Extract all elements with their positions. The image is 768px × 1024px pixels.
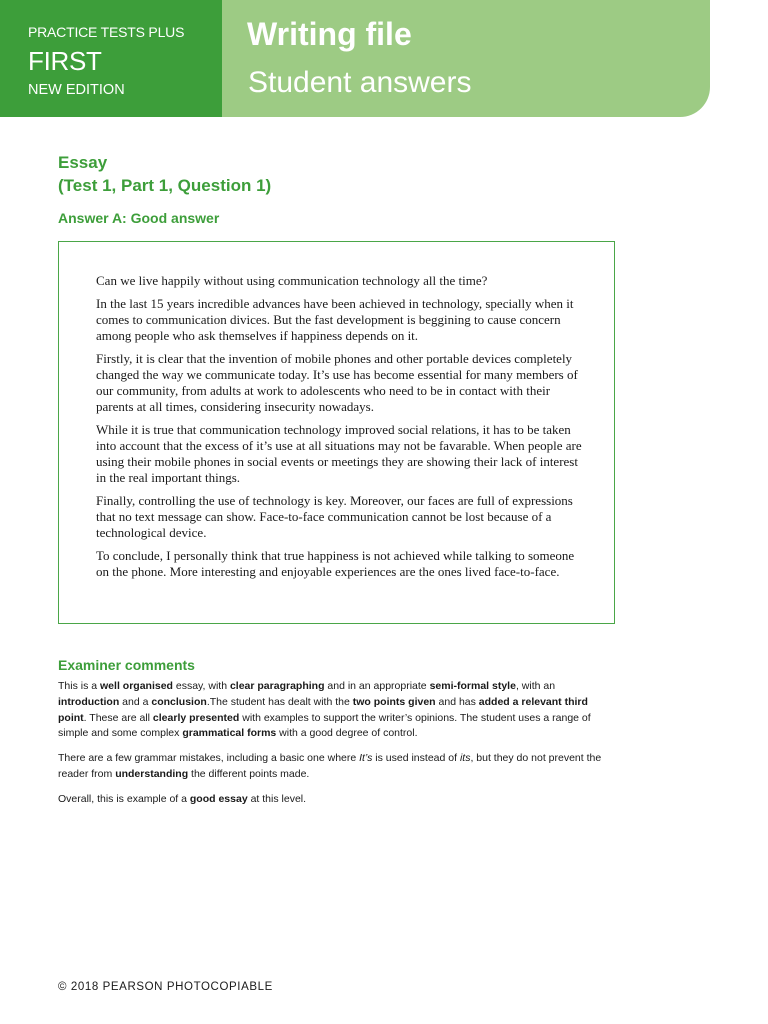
comment-emphasis: well organised — [100, 680, 173, 692]
brand-level: FIRST — [28, 46, 102, 76]
brand-edition: NEW EDITION — [28, 82, 125, 98]
answer-label: Answer A: Good answer — [58, 210, 220, 226]
comment-italic: its — [459, 752, 471, 765]
comment-text: , with an — [515, 680, 556, 692]
section-heading-line2: (Test 1, Part 1, Question 1) — [58, 176, 272, 195]
comment-emphasis: understanding — [115, 767, 189, 780]
page-subtitle: Student answers — [248, 66, 472, 99]
comment-paragraph-3 — [58, 792, 618, 808]
comment-text: , but they do not prevent the reader from — [58, 752, 602, 780]
comment-text: with examples to support the writer’s opinions. The student uses a range of simple and some complex — [58, 711, 591, 740]
comment-text: at this level. — [247, 792, 307, 805]
comment-text: .The student has dealt with the — [206, 695, 353, 708]
comment-emphasis: good essay — [189, 792, 248, 805]
essay-paragraph: Can we live happily without using communication technology all the time? — [96, 273, 488, 288]
comment-emphasis: two points given — [352, 695, 436, 708]
comment-emphasis: grammatical forms — [182, 727, 277, 740]
essay-paragraph: In the last 15 years incredible advances have been achieved in technology, specially when it comes to communication divices. But the fast development is beggining to cause concern among people who ask themselves if happiness depends on it. — [96, 296, 574, 343]
essay-paragraph: Finally, controlling the use of technology is key. Moreover, our faces are full of expressions that no text message can show. Face-to-face communication cannot be lost because of a technological device. — [96, 493, 573, 540]
essay-text — [96, 273, 586, 587]
comment-text: There are a few grammar mistakes, including a basic one where — [58, 752, 360, 765]
comment-italic: It’s — [359, 752, 373, 765]
comment-emphasis: introduction — [58, 695, 120, 708]
examiner-heading: Examiner comments — [58, 657, 195, 673]
section-heading-line1: Essay — [58, 153, 108, 172]
comment-emphasis: clear paragraphing — [229, 680, 325, 692]
comment-text: and has — [435, 695, 479, 708]
comment-text: is used instead of — [372, 752, 460, 765]
comment-text: and a — [119, 695, 152, 708]
examiner-comments — [58, 679, 618, 817]
comment-text: essay, with — [172, 680, 230, 692]
comment-text: Overall, this is example of a — [58, 792, 190, 805]
essay-box — [58, 241, 615, 624]
page-title: Writing file — [247, 16, 412, 52]
section-heading — [58, 151, 271, 197]
brand-series: PRACTICE TESTS PLUS — [28, 24, 185, 40]
comment-text: . These are all — [83, 711, 153, 724]
comment-text: and in an appropriate — [324, 680, 430, 692]
brand-banner — [0, 0, 222, 117]
comment-text: This is a — [58, 680, 101, 692]
comment-text: with a good degree of control. — [276, 727, 418, 740]
comment-paragraph-2 — [58, 751, 618, 783]
comment-paragraph-1 — [58, 679, 618, 742]
footer-copyright: © 2018 PEARSON PHOTOCOPIABLE — [58, 981, 273, 993]
title-banner — [222, 0, 710, 117]
essay-paragraph: To conclude, I personally think that true happiness is not achieved while talking to someone on the phone. More interesting and enjoyable experiences are the ones lived face-to-face. — [96, 548, 575, 579]
comment-text: the different points made. — [188, 767, 310, 780]
comment-emphasis: conclusion — [151, 695, 207, 708]
comment-emphasis: added a relevant third point — [58, 695, 588, 724]
essay-paragraph: While it is true that communication technology improved social relations, it has to be taken into account that the excess of it’s use at all situations may not be favarable. When people are using their mobile phones in social events or meetings they are showing their lack of interest in the real important things. — [96, 422, 582, 485]
essay-paragraph: Firstly, it is clear that the invention of mobile phones and other portable devices completely changed the way we communicate today. It’s use has become essential for many members of our community, from adults at work to adolescents who need to be in contact with their parents at all times, considering insecurity nowadays. — [96, 351, 578, 414]
comment-emphasis: semi-formal style — [429, 680, 516, 692]
comment-emphasis: clearly presented — [152, 711, 240, 724]
